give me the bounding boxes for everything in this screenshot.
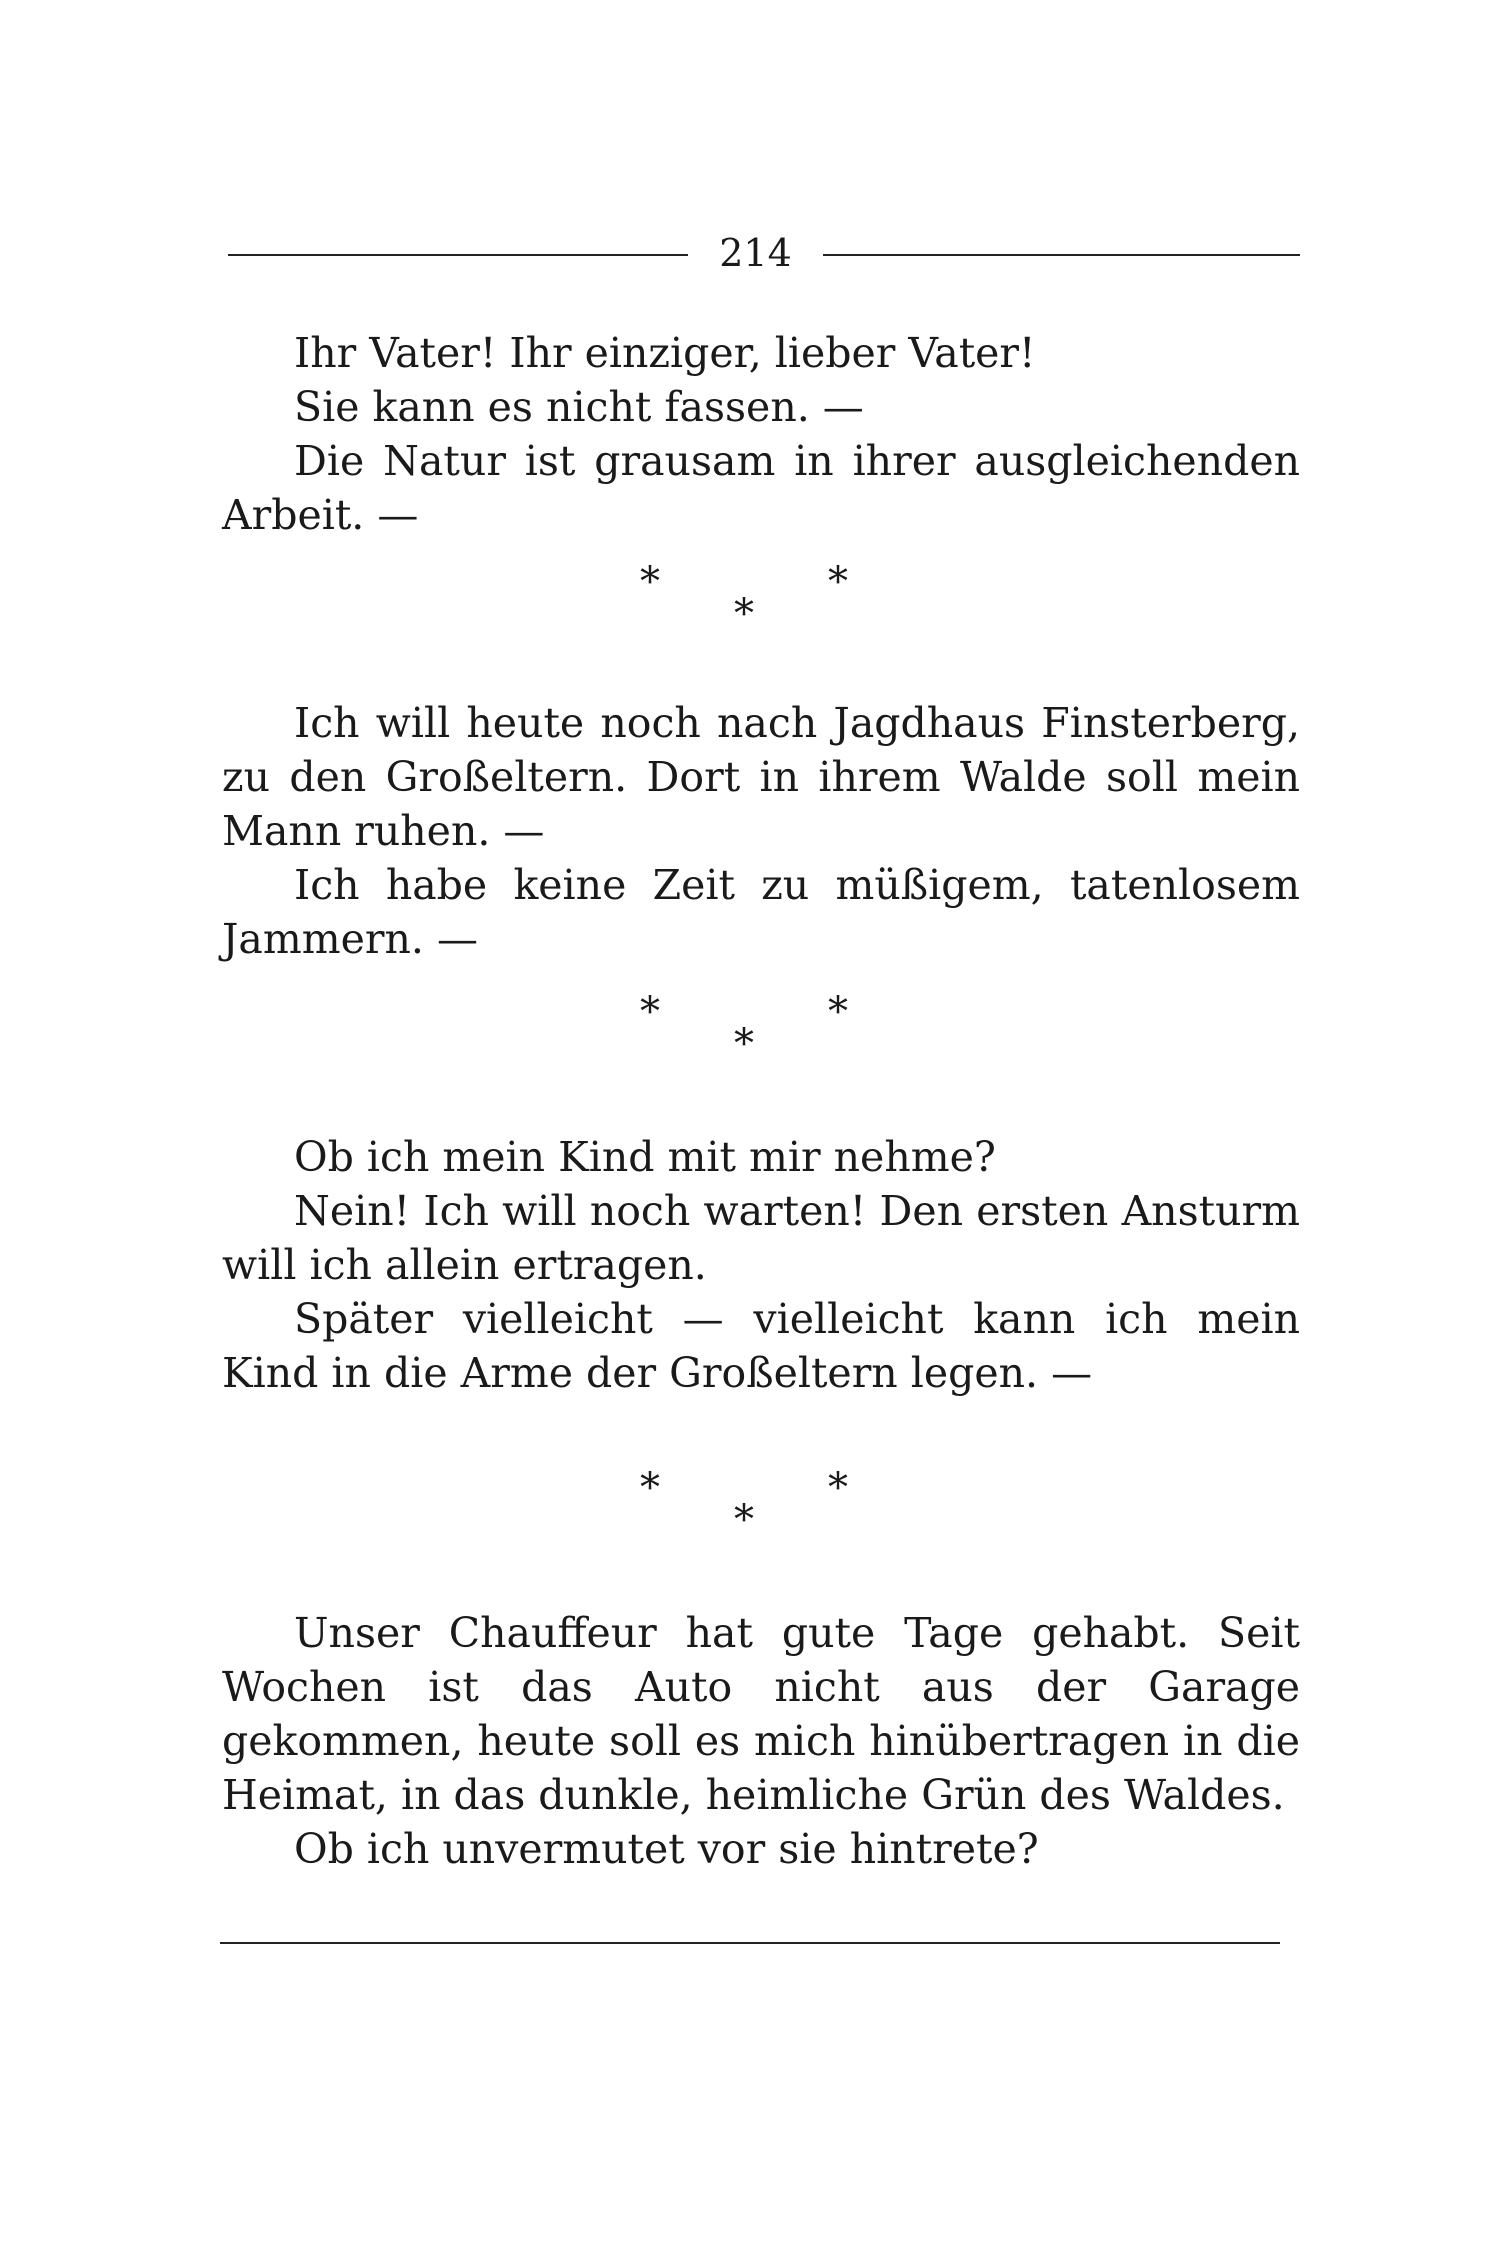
paragraph: Ich habe keine Zeit zu müßigem, tatenlosem Jammern. —: [222, 861, 1300, 963]
footer-rule: [220, 1942, 1280, 1944]
paragraph: Sie kann es nicht fassen. —: [294, 383, 864, 431]
asterisk: *: [828, 1465, 848, 1511]
text-block-2: [222, 696, 1300, 966]
asterisk: *: [640, 989, 660, 1035]
paragraph: Ich will heute noch nach Jagdhaus Finsterberg, zu den Großeltern. Dort in ihrem Walde soll mein Mann ruhen. —: [222, 699, 1300, 855]
asterism-divider: [640, 1465, 860, 1548]
paragraph: Nein! Ich will noch warten! Den ersten Ansturm will ich allein ertragen.: [222, 1187, 1300, 1289]
paragraph: Ihr Vater! Ihr einziger, lieber Vater!: [294, 329, 1036, 377]
paragraph: Die Natur ist grausam in ihrer ausgleichenden Arbeit. —: [222, 437, 1300, 539]
header-rule-left: [228, 254, 688, 256]
header-rule-right: [823, 254, 1300, 256]
asterisk: *: [734, 1021, 754, 1067]
text-block-4: [222, 1606, 1300, 1876]
asterisk: *: [640, 1465, 660, 1511]
asterisk: *: [828, 559, 848, 605]
page-header: [228, 228, 1300, 278]
page-number: 214: [719, 231, 792, 275]
asterisk: *: [734, 591, 754, 637]
paragraph: Später vielleicht — vielleicht kann ich mein Kind in die Arme der Großeltern legen. —: [222, 1295, 1300, 1397]
asterisk: *: [828, 989, 848, 1035]
asterism-divider: [640, 559, 860, 642]
paragraph: Ob ich mein Kind mit mir nehme?: [294, 1133, 996, 1181]
paragraph: Unser Chauffeur hat gute Tage gehabt. Seit Wochen ist das Auto nicht aus der Garage gekommen, heute soll es mich hinübertragen in die Heimat, in das dunkle, heimliche Grün des Waldes.: [222, 1609, 1300, 1819]
paragraph: Ob ich unvermutet vor sie hintrete?: [294, 1825, 1039, 1873]
asterism-divider: [640, 989, 860, 1072]
text-block-1: [222, 326, 1300, 542]
asterisk: *: [640, 559, 660, 605]
asterisk: *: [734, 1497, 754, 1543]
text-block-3: [222, 1130, 1300, 1400]
